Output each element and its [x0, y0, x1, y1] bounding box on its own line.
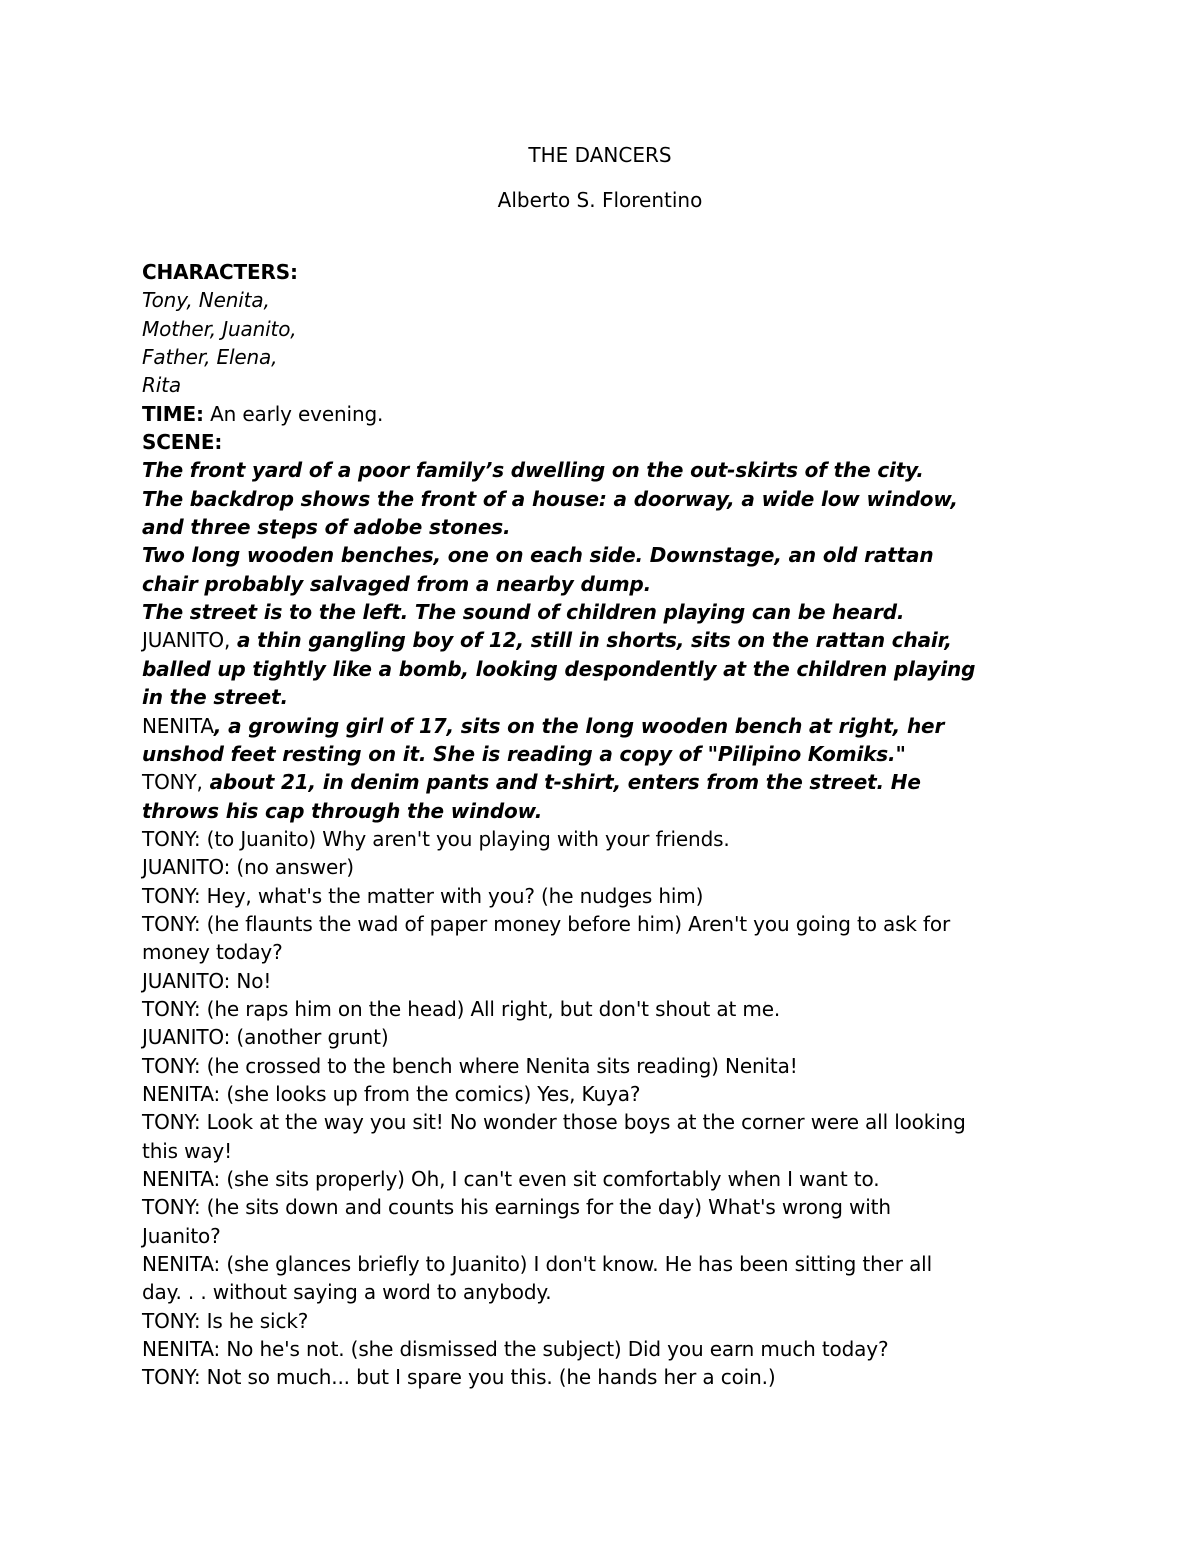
scene-line: Two long wooden benches, one on each side. Downstage, an old rattan: [142, 543, 934, 568]
intro-name: JUANITO,: [142, 628, 231, 653]
dialogue-line: NENITA: (she glances briefly to Juanito) I don't know. He has been sitting ther all: [142, 1252, 932, 1277]
play-title: THE DANCERS: [528, 143, 672, 167]
dialogue-line: TONY: (to Juanito) Why aren't you playing with your friends.: [142, 826, 730, 851]
characters-line: Mother, Juanito,: [142, 316, 297, 341]
intro-text: throws his cap through the window.: [142, 798, 543, 823]
scene-line: The street is to the left. The sound of children playing can be heard.: [142, 600, 905, 625]
dialogue-line: JUANITO: (another grunt): [142, 1025, 389, 1050]
characters-line: Tony, Nenita,: [142, 288, 270, 313]
intro-text: about 21, in denim pants and t-shirt, enters from the street. He: [202, 770, 921, 795]
dialogue-line: TONY: Look at the way you sit! No wonder those boys at the corner were all looking: [142, 1110, 966, 1135]
characters-section: [142, 258, 1082, 400]
intro-text: balled up tightly like a bomb, looking despondently at the children playing: [142, 656, 976, 681]
time-line: [142, 400, 1082, 428]
dialogue-line: money today?: [142, 940, 283, 965]
dialogue-line: this way!: [142, 1138, 232, 1163]
intro-name: NENITA: [142, 713, 214, 738]
dialogue-line: JUANITO: No!: [142, 968, 272, 993]
intro-text: in the street.: [142, 685, 288, 710]
dialogue-line: NENITA: No he's not. (she dismissed the subject) Did you earn much today?: [142, 1337, 889, 1362]
intro-nenita: [142, 712, 1082, 769]
time-value: An early evening.: [203, 401, 384, 426]
characters-line: Rita: [142, 373, 181, 398]
dialogue-line: NENITA: (she looks up from the comics) Yes, Kuya?: [142, 1081, 641, 1106]
dialogue-line: Juanito?: [142, 1223, 221, 1248]
dialogue-line: TONY: (he crossed to the bench where Nenita sits reading) Nenita!: [142, 1053, 798, 1078]
dialogue-line: day. . . without saying a word to anybody.: [142, 1280, 552, 1305]
intro-juanito: [142, 626, 1082, 711]
dialogue-line: NENITA: (she sits properly) Oh, I can't even sit comfortably when I want to.: [142, 1167, 880, 1191]
scene-line: The front yard of a poor family’s dwelling on the out-skirts of the city.: [142, 458, 924, 483]
scene-line: chair probably salvaged from a nearby dump.: [142, 571, 652, 596]
dialogue-line: TONY: (he raps him on the head) All right, but don't shout at me.: [142, 996, 781, 1021]
dialogue-section: [142, 825, 1082, 1392]
scene-label: SCENE:: [142, 430, 223, 455]
scene-section: [142, 428, 1082, 626]
play-body: [142, 258, 1082, 1392]
dialogue-line: JUANITO: (no answer): [142, 855, 354, 880]
play-author: Alberto S. Florentino: [497, 188, 703, 212]
intro-name: TONY,: [142, 770, 203, 795]
characters-line: Father, Elena,: [142, 345, 278, 370]
intro-tony: [142, 768, 1082, 825]
dialogue-line: TONY: (he flaunts the wad of paper money before him) Aren't you going to ask for: [142, 911, 951, 936]
scene-line: The backdrop shows the front of a house: a doorway, a wide low window,: [142, 486, 958, 511]
time-label: TIME:: [142, 401, 204, 426]
scene-line: and three steps of adobe stones.: [142, 515, 511, 540]
dialogue-line: TONY: Is he sick?: [142, 1308, 309, 1333]
characters-label: CHARACTERS:: [142, 260, 298, 284]
dialogue-line: TONY: Hey, what's the matter with you? (he nudges him): [142, 883, 704, 908]
intro-text: , a growing girl of 17, sits on the long wooden bench at right, her: [213, 713, 945, 738]
dialogue-line: TONY: Not so much... but I spare you this. (he hands her a coin.): [142, 1365, 776, 1390]
dialogue-line: TONY: (he sits down and counts his earnings for the day) What's wrong with: [142, 1195, 891, 1220]
intro-text: a thin gangling boy of 12, still in shorts, sits on the rattan chair,: [230, 628, 952, 653]
intro-text: unshod feet resting on it. She is reading a copy of "Pilipino Komiks.": [142, 741, 906, 766]
